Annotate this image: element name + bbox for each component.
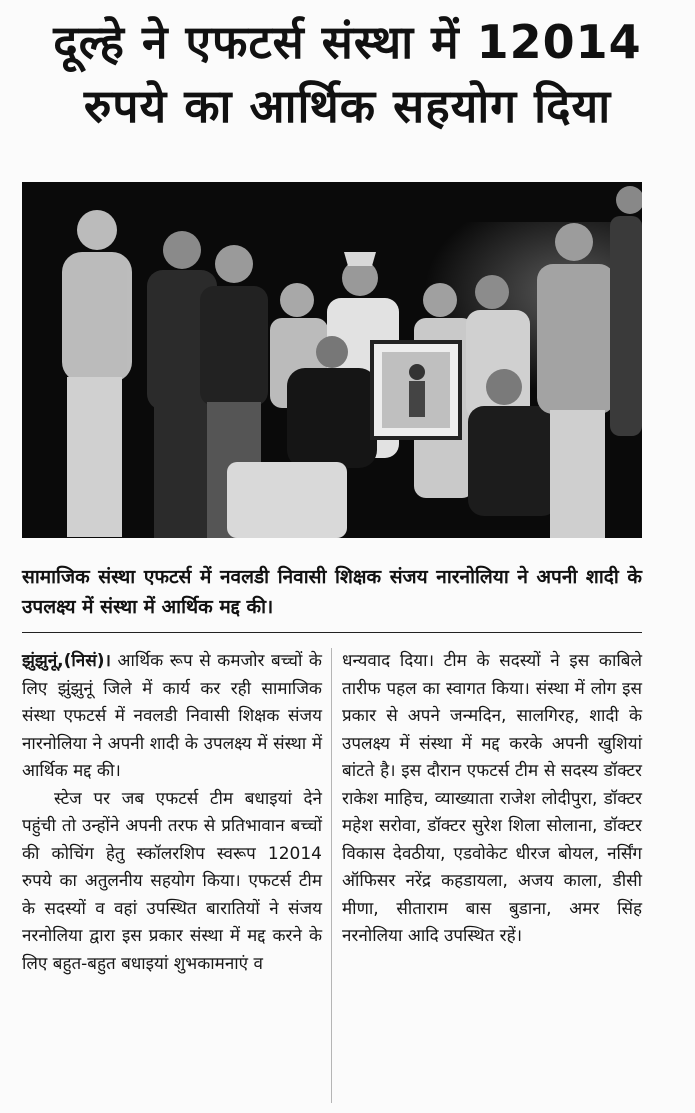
photo-caption: सामाजिक संस्था एफटर्स में नवलडी निवासी शिक्षक संजय नारनोलिया ने अपनी शादी के उपलक्ष्य में संस्था में आर्थिक मद्द की। xyxy=(22,566,642,618)
article-paragraph-1 xyxy=(22,648,322,786)
article-paragraph-2: स्टेज पर जब एफटर्स टीम बधाइयां देने पहुंची तो उन्होंने अपनी तरफ से प्रतिभावान बच्चों की कोचिंग हेतु स्कॉलरशिप स्वरूप 12014 रुपये का अतुलनीय सहयोग किया। एफटर्स टीम के सदस्यों व वहां उपस्थित बारातियों ने संजय नरनोलिया द्वारा इस प्रकार संस्था में मद्द करने के लिए बहुत-बहुत बधाइयां शुभकामनाएं व xyxy=(22,788,322,974)
headline xyxy=(0,10,695,138)
article-column-right xyxy=(342,648,642,951)
column-divider xyxy=(331,648,332,1103)
article-paragraph-1-text: आर्थिक रूप से कमजोर बच्चों के लिए झुंझुनूं जिले में कार्य कर रही सामाजिक संस्था एफटर्स में नवलडी निवासी शिक्षक संजय नारनोलिया ने अपनी शादी के उपलक्ष्य में संस्था में आर्थिक मद्द की। xyxy=(22,651,322,781)
article-column-left xyxy=(22,648,322,978)
caption-divider xyxy=(22,632,642,633)
article-paragraph-3: धन्यवाद दिया। टीम के सदस्यों ने इस काबिले तारीफ पहल का स्वागत किया। संस्था में लोग इस प्रकार से अपने जन्मदिन, सालगिरह, शादी के उपलक्ष्य में संस्था में मद्द करके अपनी खुशियां बांटते है। इस दौरान एफटर्स टीम से सदस्य डॉक्टर राकेश माहिच, व्याख्याता राजेश लोदीपुरा, डॉक्टर महेश सरोवा, डॉक्टर सुरेश शिला सोलाना, डॉक्टर विकास देवठीया, एडवोकेट धीरज बोयल, नर्सिंग ऑफिसर नरेंद्र कहडायला, अजय काला, डीसी मीणा, सीताराम बास बुडाना, अमर सिंह नरनोलिया आदि उपस्थित रहें। xyxy=(342,651,642,946)
wedding-photo xyxy=(22,182,642,538)
dateline: झुंझुनूं,(निसं)। xyxy=(22,651,111,671)
headline-line-1: दूल्हे ने एफटर्स संस्था में 12014 xyxy=(53,15,642,69)
headline-line-2: रुपये का आर्थिक सहयोग दिया xyxy=(83,79,612,133)
wedding-photo-illustration xyxy=(22,182,642,538)
